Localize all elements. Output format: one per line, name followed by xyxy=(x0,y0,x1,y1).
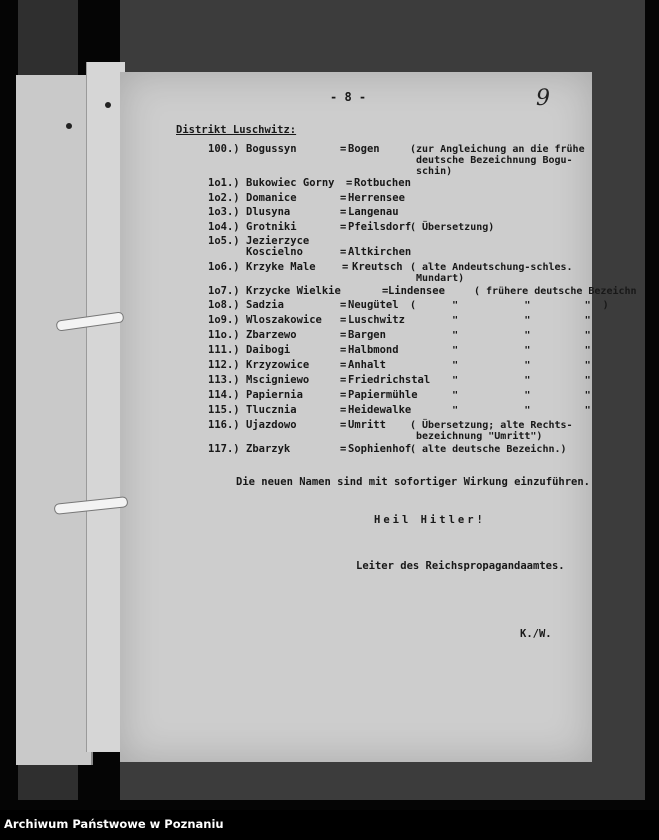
document-page xyxy=(120,72,637,762)
german-name: Pfeilsdorf xyxy=(348,221,412,233)
german-name: Anhalt xyxy=(348,359,386,371)
entry-note: " " " xyxy=(410,375,591,386)
entry-number: 1o7.) xyxy=(208,285,240,297)
binder-folder xyxy=(16,75,93,765)
entry-number: 1o1.) xyxy=(208,177,240,189)
polish-name: Mscigniewo xyxy=(246,374,310,386)
german-name: Neugütel xyxy=(348,299,399,311)
entry-number: 117.) xyxy=(208,443,240,455)
entry-note: ( Übersetzung; alte Rechts- bezeichnung "Umritt") xyxy=(410,420,573,442)
greeting: Heil Hitler! xyxy=(374,514,486,526)
entry-note: ( alte Andeutschung-schles. Mundart) xyxy=(410,262,573,284)
polish-name: Sadzia xyxy=(246,299,284,311)
initials: K./W. xyxy=(520,628,552,640)
entry-number: 1o8.) xyxy=(208,299,240,311)
entry-number: 1o6.) xyxy=(208,261,240,273)
equals-sign: = xyxy=(382,285,389,297)
entry-note: (zur Angleichung an die frühe deutsche Bezeichnung Bogu- schin) xyxy=(410,144,585,177)
polish-name: Jezierzyce Koscielno xyxy=(246,235,310,258)
entry-number: 1o3.) xyxy=(208,206,240,218)
signature-title: Leiter des Reichspropagandaamtes. xyxy=(356,560,565,572)
entry-number: 1o5.) xyxy=(208,235,240,247)
german-name: Bargen xyxy=(348,329,386,341)
entry-note: " " " xyxy=(410,315,591,326)
entry-number: 113.) xyxy=(208,374,240,386)
entry-note: " " " xyxy=(410,330,591,341)
polish-name: Daibogi xyxy=(246,344,291,356)
equals-sign: = xyxy=(340,374,347,386)
equals-sign: = xyxy=(340,192,347,204)
closing-line: Die neuen Namen sind mit sofortiger Wirkung einzuführen. xyxy=(236,476,591,488)
equals-sign: = xyxy=(340,443,347,455)
entry-number: 112.) xyxy=(208,359,240,371)
equals-sign: = xyxy=(340,314,347,326)
archive-name: Archiwum Państwowe w Poznaniu xyxy=(4,817,224,831)
polish-name: Ujazdowo xyxy=(246,419,297,431)
entry-number: 1o2.) xyxy=(208,192,240,204)
equals-sign: = xyxy=(342,261,349,273)
german-name: Luschwitz xyxy=(348,314,405,326)
punch-hole xyxy=(105,102,111,108)
polish-name: Tlucznia xyxy=(246,404,297,416)
polish-name: Krzycke Wielkie xyxy=(246,285,341,297)
equals-sign: = xyxy=(340,206,347,218)
entry-note: " " " xyxy=(410,405,591,416)
entry-number: 111.) xyxy=(208,344,240,356)
german-name: Halbmond xyxy=(348,344,399,356)
equals-sign: = xyxy=(340,359,347,371)
german-name: Lindensee xyxy=(388,285,445,297)
equals-sign: = xyxy=(346,177,353,189)
german-name: Sophienhof xyxy=(348,443,412,455)
german-name: Friedrichstal xyxy=(348,374,431,386)
entry-number: 1o4.) xyxy=(208,221,240,233)
polish-name: Bukowiec Gorny xyxy=(246,177,335,189)
german-name: Papiermühle xyxy=(348,389,418,401)
entry-note: " " " xyxy=(410,360,591,371)
punch-hole xyxy=(66,123,72,129)
polish-name: Zbarzewo xyxy=(246,329,297,341)
entry-note: ( frühere deutsche Bezeichn xyxy=(474,286,637,297)
entry-number: 1o9.) xyxy=(208,314,240,326)
german-name: Rotbuchen xyxy=(354,177,411,189)
equals-sign: = xyxy=(340,299,347,311)
german-name: Bogen xyxy=(348,143,380,155)
equals-sign: = xyxy=(340,344,347,356)
entry-number: 116.) xyxy=(208,419,240,431)
german-name: Umritt xyxy=(348,419,386,431)
polish-name: Domanice xyxy=(246,192,297,204)
archive-page-number: 9 xyxy=(536,86,550,111)
german-name: Kreutsch xyxy=(352,261,403,273)
entry-number: 115.) xyxy=(208,404,240,416)
page-number-top: - 8 - xyxy=(330,90,367,104)
equals-sign: = xyxy=(340,389,347,401)
entry-note: ( alte deutsche Bezeichn.) xyxy=(410,444,567,455)
polish-name: Zbarzyk xyxy=(246,443,291,455)
entry-note: ( Übersetzung) xyxy=(410,222,495,233)
polish-name: Krzyzowice xyxy=(246,359,310,371)
equals-sign: = xyxy=(340,143,347,155)
equals-sign: = xyxy=(340,419,347,431)
polish-name: Papiernia xyxy=(246,389,303,401)
german-name: Langenau xyxy=(348,206,399,218)
entry-number: 114.) xyxy=(208,389,240,401)
equals-sign: = xyxy=(340,221,347,233)
equals-sign: = xyxy=(340,329,347,341)
german-name: Heidewalke xyxy=(348,404,412,416)
entry-number: 100.) xyxy=(208,143,240,155)
german-name: Herrensee xyxy=(348,192,405,204)
equals-sign: = xyxy=(340,246,347,258)
polish-name: Wloszakowice xyxy=(246,314,322,326)
entry-note: ( " " " ) xyxy=(410,300,609,311)
entry-note: " " " xyxy=(410,390,591,401)
polish-name: Dlusyna xyxy=(246,206,291,218)
polish-name: Bogussyn xyxy=(246,143,297,155)
page-text xyxy=(120,72,637,762)
equals-sign: = xyxy=(340,404,347,416)
polish-name: Grotniki xyxy=(246,221,297,233)
entry-number: 11o.) xyxy=(208,329,240,341)
entry-note: " " " xyxy=(410,345,591,356)
polish-name: Krzyke Male xyxy=(246,261,316,273)
district-heading: Distrikt Luschwitz: xyxy=(176,124,297,136)
footer-bar xyxy=(0,812,659,840)
german-name: Altkirchen xyxy=(348,246,412,258)
